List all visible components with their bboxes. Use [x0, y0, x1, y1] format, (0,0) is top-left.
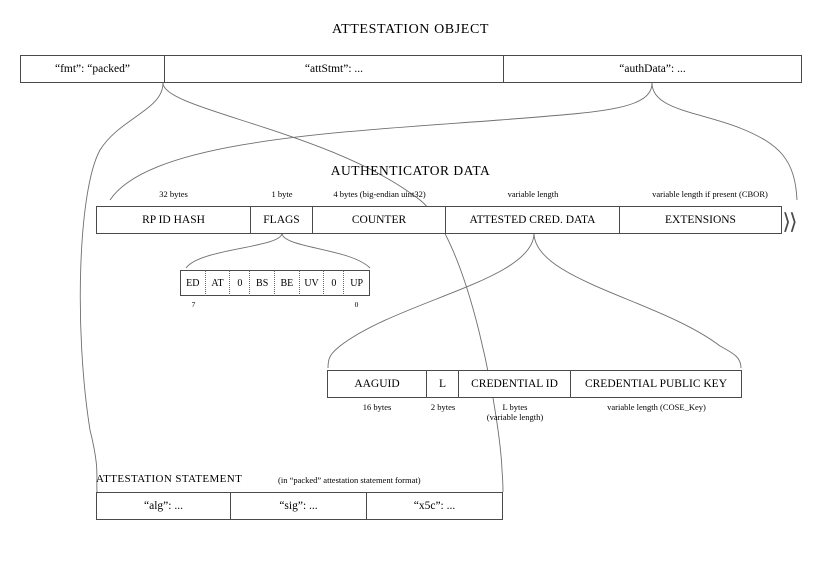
flag-bit-be[interactable]: BE: [275, 270, 300, 296]
box-flags[interactable]: FLAGS: [251, 206, 313, 234]
flag-bit-uv[interactable]: UV: [300, 270, 325, 296]
authenticator-data-title: AUTHENTICATOR DATA: [330, 163, 491, 178]
attestation-statement-title: ATTESTATION STATEMENT: [96, 473, 243, 485]
flags-bit-row: [180, 270, 370, 296]
flag-bit-zero-low[interactable]: 0: [324, 270, 344, 296]
box-extensions[interactable]: EXTENSIONS: [620, 206, 782, 234]
box-credential-id[interactable]: CREDENTIAL ID: [459, 370, 571, 398]
page-title: ATTESTATION OBJECT: [331, 22, 490, 37]
size-label-extensions: variable length if present (CBOR): [652, 189, 768, 199]
continuation-marker: ⟩⟩: [782, 209, 796, 234]
flag-bit-bs[interactable]: BS: [250, 270, 275, 296]
size-label-flags: 1 byte: [271, 189, 293, 199]
attestation-statement-note: (in “packed” attestation statement format): [278, 475, 421, 485]
flags-bit-index-low: 0: [354, 300, 359, 309]
connector-authdata-right: [652, 83, 797, 200]
box-fmt[interactable]: “fmt”: “packed”: [20, 55, 165, 83]
size-label-credential-public-key: variable length (COSE_Key): [607, 402, 706, 412]
flag-bit-at[interactable]: AT: [206, 270, 231, 296]
authenticator-data-row: [96, 206, 782, 234]
connector-flags-right: [282, 233, 370, 268]
attestation-statement-row: [96, 492, 503, 520]
box-alg[interactable]: “alg”: ...: [96, 492, 231, 520]
attestation-object-row: [20, 55, 802, 83]
size-label-counter: 4 bytes (big-endian uint32): [333, 189, 426, 199]
attested-credential-data-row: [327, 370, 742, 398]
connector-attstmt-left: [80, 83, 163, 492]
connector-authdata-left: [110, 83, 652, 200]
box-authdata[interactable]: “authData”: ...: [504, 55, 802, 83]
box-sig[interactable]: “sig”: ...: [231, 492, 367, 520]
flags-bit-index-high: 7: [191, 300, 196, 309]
box-rp-id-hash[interactable]: RP ID HASH: [96, 206, 251, 234]
box-l[interactable]: L: [427, 370, 459, 398]
size-label-attested-cred-data: variable length: [507, 189, 559, 199]
size-label-aaguid: 16 bytes: [362, 402, 392, 412]
connector-flags-left: [186, 233, 282, 268]
size-label-credential-id-line2: (variable length): [486, 412, 544, 422]
size-label-l: 2 bytes: [430, 402, 456, 412]
size-label-credential-id-line1: L bytes: [502, 402, 528, 412]
connector-acd-right: [534, 233, 741, 368]
size-label-rpidhash: 32 bytes: [159, 189, 188, 199]
box-counter[interactable]: COUNTER: [313, 206, 446, 234]
flag-bit-up[interactable]: UP: [344, 270, 370, 296]
flag-bit-ed[interactable]: ED: [180, 270, 206, 296]
box-attstmt[interactable]: “attStmt”: ...: [165, 55, 504, 83]
box-credential-public-key[interactable]: CREDENTIAL PUBLIC KEY: [571, 370, 742, 398]
box-aaguid[interactable]: AAGUID: [327, 370, 427, 398]
box-x5c[interactable]: “x5c”: ...: [367, 492, 503, 520]
flag-bit-zero-high[interactable]: 0: [230, 270, 250, 296]
box-attested-cred-data[interactable]: ATTESTED CRED. DATA: [446, 206, 620, 234]
